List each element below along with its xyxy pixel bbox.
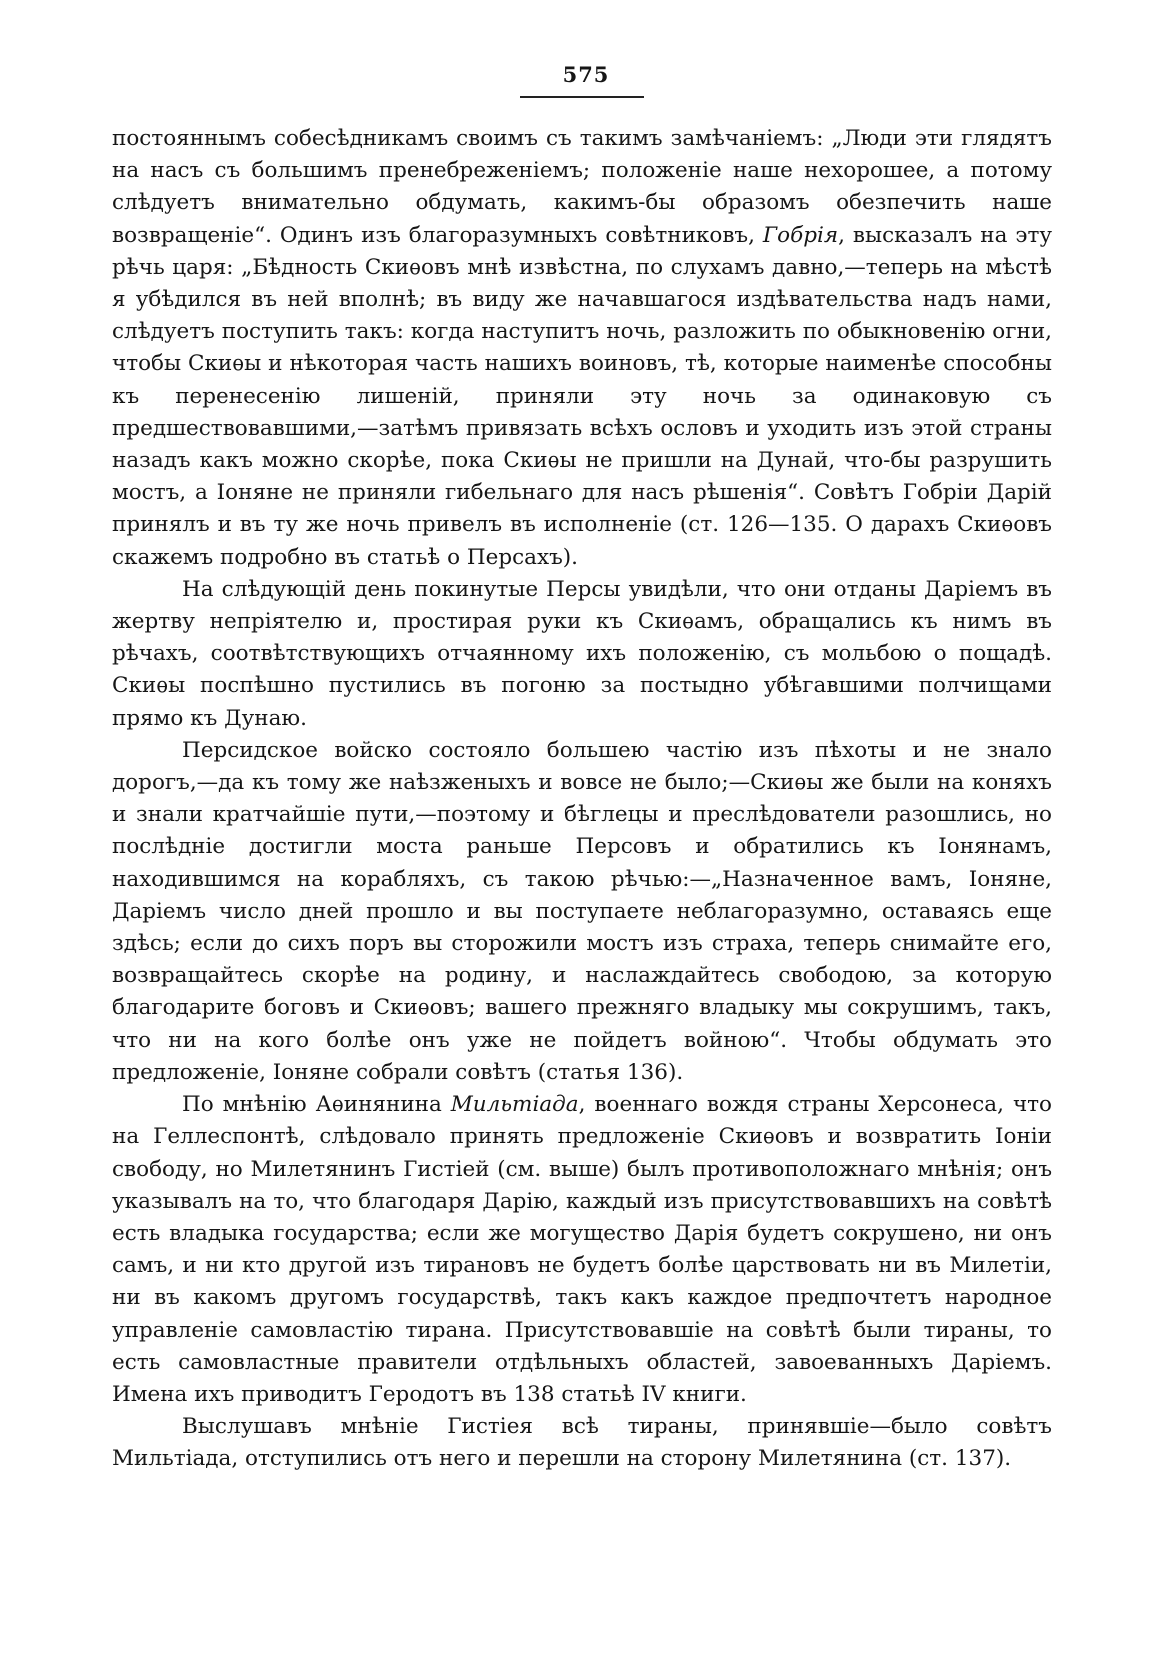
italic-name-gobria: Гобрія	[762, 222, 839, 248]
page-number-rule	[520, 96, 644, 98]
paragraph-4	[112, 1089, 1052, 1411]
italic-name-miltiad: Мильтіада	[450, 1092, 579, 1118]
body-text	[112, 123, 1052, 1476]
page-number: 575	[562, 62, 610, 87]
text-segment: Выслушавъ мнѣніе Гистіея всѣ тираны, принявшіе—было совѣтъ Мильтіада, отступились отъ него и перешли на сторону Милетянина (ст. 137).	[112, 1414, 1052, 1472]
text-segment: , высказалъ на эту рѣчь царя: „Бѣдность Скиѳовъ мнѣ извѣстна, по слухамъ давно,—теперь на мѣстѣ я убѣдился въ ней вполнѣ; въ виду же начавшагося издѣвательства надъ нами, слѣдуетъ поступить такъ: когда наступитъ ночь, разложить по обыкновенію огни, чтобы Скиѳы и нѣкоторая часть нашихъ воиновъ, тѣ, которые наименѣе способны къ перенесенію лишеній, приняли эту ночь за одинаковую съ предшествовавшими,—затѣмъ привязать всѣхъ ословъ и уходить изъ этой страны назадъ какъ можно скорѣе, пока Скиѳы не пришли на Дунай, что-бы разрушить мостъ, а Іоняне не приняли гибельнаго для насъ рѣшенія“. Совѣтъ Гобріи Дарій принялъ и въ ту же ночь привелъ въ исполненіе (ст. 126—135. О дарахъ Скиѳовъ скажемъ подробно въ статьѣ о Персахъ).	[112, 222, 1053, 570]
paragraph-5	[112, 1411, 1052, 1475]
text-segment: На слѣдующій день покинутые Персы увидѣли, что они отданы Даріемъ въ жертву непріятелю и, простирая руки къ Скиѳамъ, обращались къ нимъ въ рѣчахъ, соотвѣтствующихъ отчаянному ихъ положенію, съ мольбою о пощадѣ. Скиѳы поспѣшно пустились въ погоню за постыдно убѣгавшими полчищами прямо къ Дунаю.	[112, 576, 1052, 731]
text-segment: , военнаго вождя страны Херсонеса, что на Геллеспонтѣ, слѣдовало принять предложеніе Скиѳовъ и возвратить Іоніи свободу, но Милетянинъ Гистіей (см. выше) былъ противоположнаго мнѣнія; онъ указывалъ на то, что благодаря Дарію, каждый изъ присутствовавшихъ на совѣтѣ есть владыка государства; если же могущество Дарія будетъ сокрушено, ни онъ самъ, и ни кто другой изъ тирановъ не будетъ болѣе царствовать ни въ Милетіи, ни въ какомъ другомъ государствѣ, такъ какъ каждое предпочтетъ народное управленіе самовластію тирана. Присутствовавшіе на совѣтѣ были тираны, то есть самовластные правители отдѣльныхъ областей, завоеванныхъ Даріемъ. Имена ихъ приводитъ Геродотъ въ 138 статьѣ IV книги.	[112, 1092, 1052, 1407]
paragraph-2	[112, 574, 1052, 735]
paragraph-3	[112, 735, 1052, 1089]
paragraph-1	[112, 123, 1052, 574]
text-segment: По мнѣнію Аѳинянина	[182, 1092, 451, 1118]
text-segment: Персидское войско состояло большею частію изъ пѣхоты и не знало дорогъ,—да къ тому же наѣзженыхъ и вовсе не было;—Скиѳы же были на коняхъ и знали кратчайшіе пути,—поэтому и бѣглецы и преслѣдователи разошлись, но послѣдніе достигли моста раньше Персовъ и обратились къ Іонянамъ, находившимся на корабляхъ, съ такою рѣчью:—„Назначенное вамъ, Іоняне, Даріемъ число дней прошло и вы поступаете неблагоразумно, оставаясь еще здѣсь; если до сихъ поръ вы сторожили мостъ изъ страха, теперь снимайте его, возвращайтесь скорѣе на родину, и наслаждайтесь свободою, за которую благодарите боговъ и Скиѳовъ; вашего прежняго владыку мы сокрушимъ, такъ, что ни на кого болѣе онъ уже не пойдетъ войною“. Чтобы обдумать это предложеніе, Іоняне собрали совѣтъ (статья 136).	[112, 737, 1052, 1085]
text-segment: постояннымъ собесѣдникамъ своимъ съ такимъ замѣчаніемъ: „Люди эти глядятъ на насъ съ большимъ пренебреженіемъ; положеніе наше нехорошее, а потому слѣдуетъ внимательно обдумать, какимъ-бы образомъ обезпечить наше возвращеніе“. Одинъ изъ благоразумныхъ совѣтниковъ,	[112, 126, 1052, 248]
